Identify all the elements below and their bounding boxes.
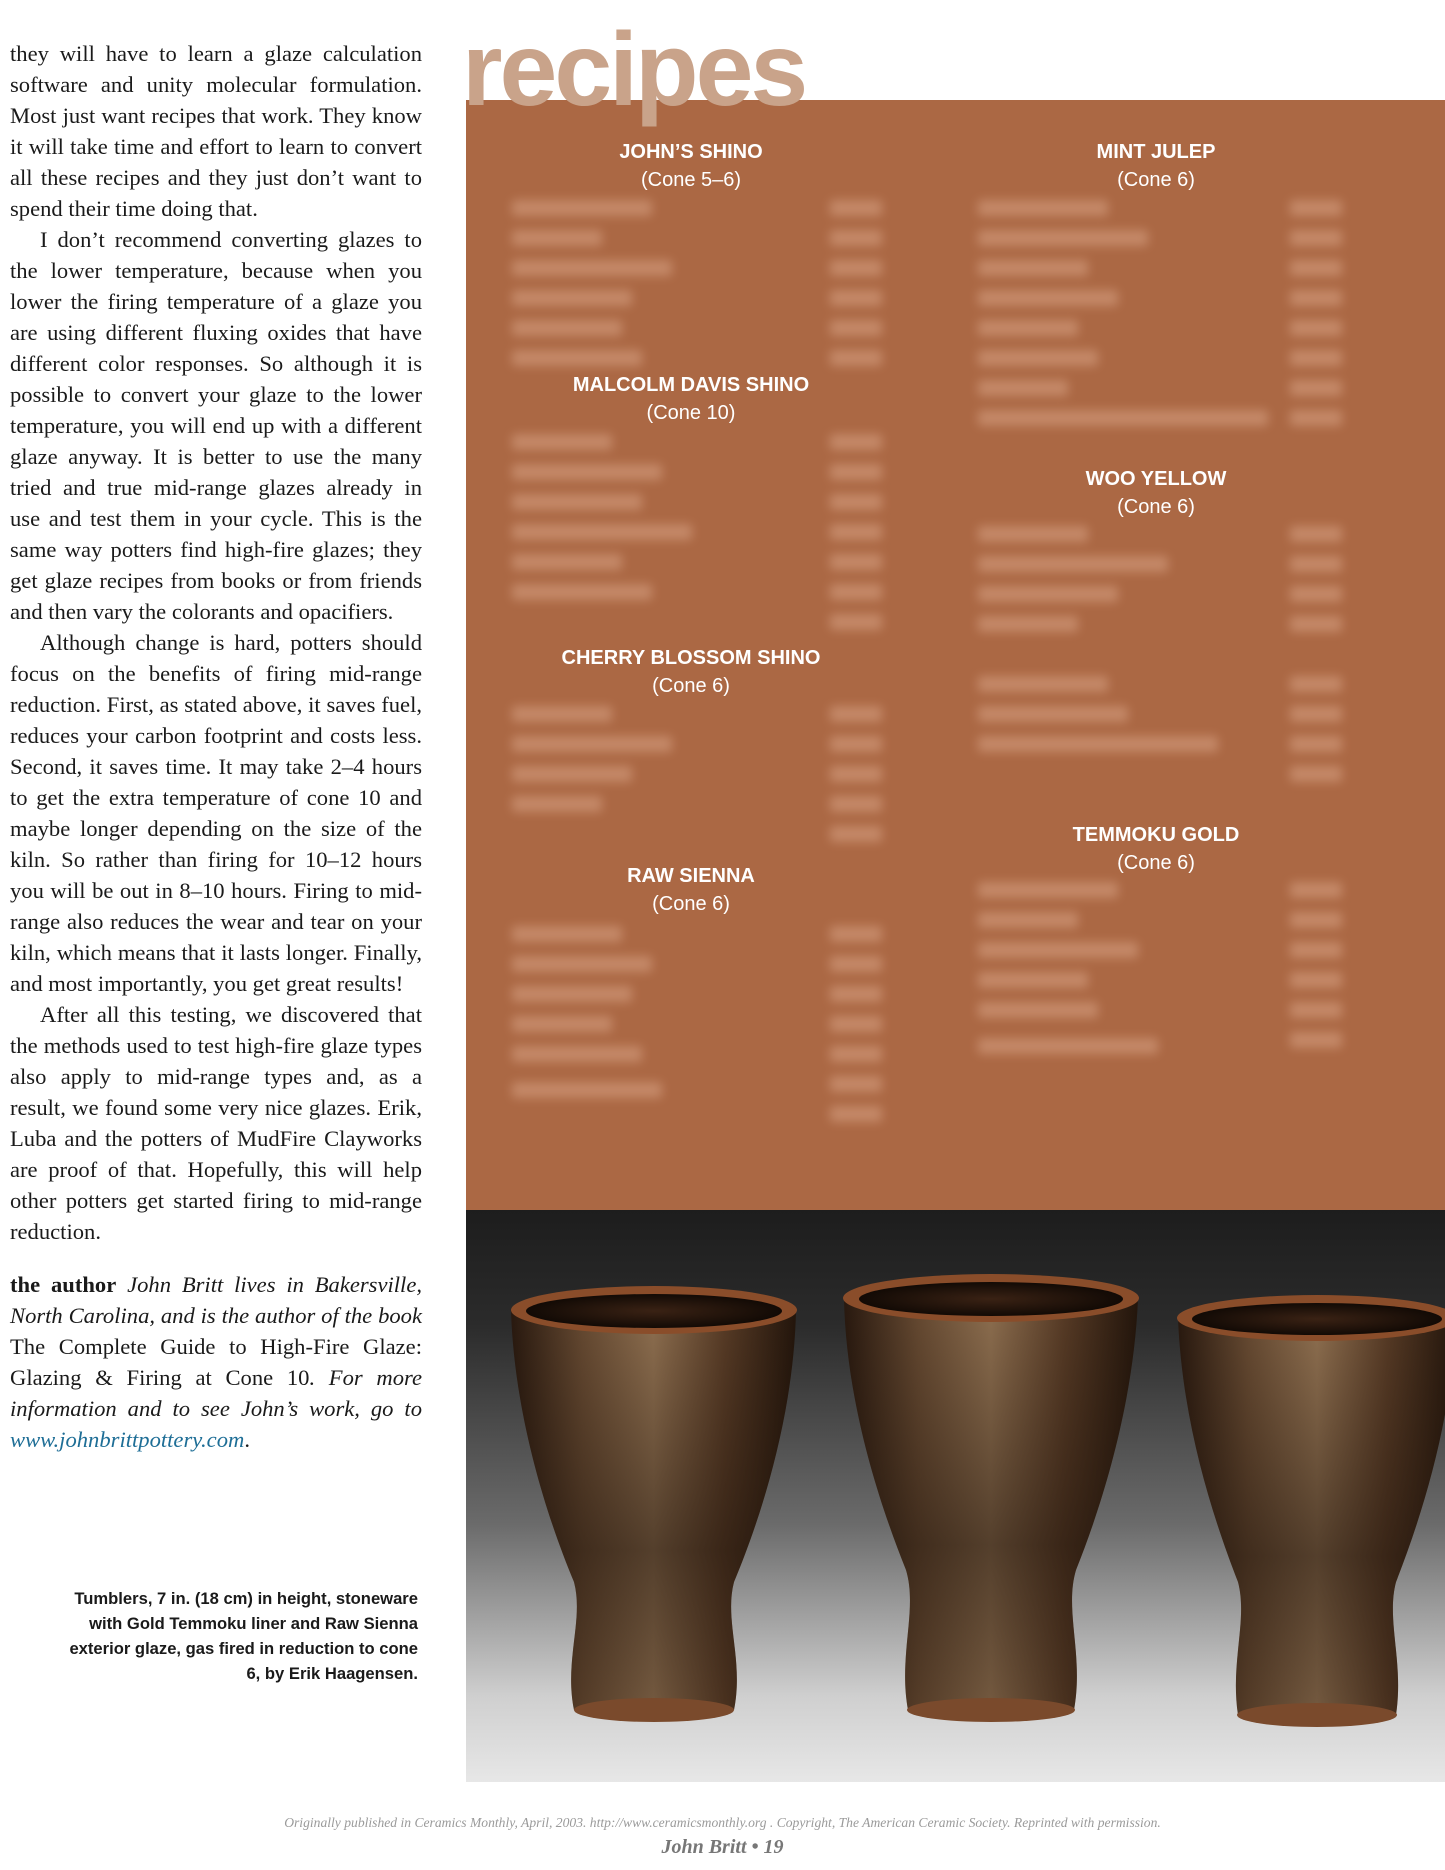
tumbler-center xyxy=(843,1274,1139,1722)
article-paragraph: After all this testing, we discovered that the methods used to test high-fire glaze types also apply to mid-range types and, as a result, we found some very nice glazes. Erik, Luba and the potters of MudFire Clayworks are proof of that. Hopefully, this will help other potters get started firing to mid-range reduction. xyxy=(10,1002,422,1244)
author-bio-end: . xyxy=(244,1427,250,1452)
recipe-ingredients-blurred xyxy=(978,526,1342,766)
recipe-mint-julep xyxy=(936,138,1376,194)
author-bio-text: John Britt lives in Bakersville, North Carolina, and is the author of the book xyxy=(10,1272,422,1328)
recipe-johns-shino xyxy=(471,138,911,194)
recipe-name: MALCOLM DAVIS SHINO xyxy=(572,374,810,396)
recipe-cherry-blossom-shino xyxy=(471,644,911,700)
recipe-cone: (Cone 6) xyxy=(652,675,730,697)
recipe-name: RAW SIENNA xyxy=(627,865,755,887)
recipe-cone: (Cone 5–6) xyxy=(640,169,742,191)
author-website-link[interactable]: www.johnbrittpottery.com xyxy=(10,1427,245,1452)
page-folio: John Britt • 19 xyxy=(661,1836,784,1858)
article-paragraph: they will have to learn a glaze calculation software and unity molecular formulation. Most just want recipes that work. They know it will take time and effort to learn to convert all these recipes and they just don’t want to spend their time doing that. xyxy=(10,41,422,221)
article-paragraph: Although change is hard, potters should focus on the benefits of firing mid-range reduction. First, as stated above, it saves fuel, reduces your carbon footprint and costs less. Second, it saves time. It may take 2–4 hours to get the extra temperature of cone 10 and maybe longer depending on the size of the kiln. So rather than firing for 10–12 hours you will be out in 8–10 hours. Firing to mid-range also reduces the wear and tear on your kiln, which means that it lasts longer. Finally, and most importantly, you get great results! xyxy=(10,630,422,996)
photo-caption: Tumblers, 7 in. (18 cm) in height, stoneware with Gold Temmoku liner and Raw Sienna exterior glaze, gas fired in reduction to cone 6, by Erik Haagensen. xyxy=(69,1589,418,1683)
tumbler-left xyxy=(511,1286,797,1722)
tumblers-photo xyxy=(466,1210,1445,1782)
tumblers-illustration xyxy=(466,1210,1445,1782)
recipe-name: WOO YELLOW xyxy=(1085,468,1227,490)
recipe-cone: (Cone 6) xyxy=(1117,169,1195,191)
book-title: The Complete Guide to High-Fire Glaze: Glazing & Firing at Cone 10 xyxy=(10,1334,422,1390)
recipe-name: JOHN’S SHINO xyxy=(619,141,763,163)
recipe-cone: (Cone 10) xyxy=(646,402,736,424)
recipe-ingredients-blurred xyxy=(512,926,882,1112)
recipe-name: TEMMOKU GOLD xyxy=(1072,824,1240,846)
author-bio-lead: the author xyxy=(10,1272,117,1297)
recipe-cone: (Cone 6) xyxy=(1117,496,1195,518)
recipe-name: MINT JULEP xyxy=(1096,141,1216,163)
recipe-cone: (Cone 6) xyxy=(652,893,730,915)
recipe-woo-yellow xyxy=(936,465,1376,521)
article-paragraph: I don’t recommend converting glazes to the lower temperature, because when you lower the firing temperature of a glaze you are using different fluxing oxides that have different color responses. So although it is possible to convert your glaze to the lower temperature, you will end up with a different glaze anyway. It is better to use the many tried and true mid-range glazes already in use and test them in your cycle. This is the same way potters find high-fire glazes; they get glaze recipes from books or from friends and then vary the colorants and opacifiers. xyxy=(10,227,422,624)
author-bio-text-2: . For more information and to see John’s work, go to xyxy=(10,1365,422,1421)
recipe-ingredients-blurred xyxy=(512,200,882,380)
recipe-temmoku-gold xyxy=(936,821,1376,877)
recipe-ingredients-blurred xyxy=(978,882,1342,1068)
recipe-raw-sienna xyxy=(471,862,911,918)
article-column xyxy=(10,38,422,1455)
recipe-malcolm-davis-shino xyxy=(471,371,911,427)
recipe-ingredients-blurred xyxy=(512,706,882,826)
recipe-ingredients-blurred xyxy=(978,200,1342,440)
recipes-heading: recipes xyxy=(462,12,806,128)
recipes-panel xyxy=(466,100,1445,1210)
recipe-ingredients-blurred xyxy=(512,434,882,614)
author-bio xyxy=(10,1269,422,1455)
tumbler-right xyxy=(1177,1295,1445,1727)
recipe-cone: (Cone 6) xyxy=(1117,852,1195,874)
publication-credit: Originally published in Ceramics Monthly, April, 2003. http://www.ceramicsmonthly.org . Copyright, The American Ceramic Society. Reprinted with permission. xyxy=(284,1815,1161,1830)
recipe-name: CHERRY BLOSSOM SHINO xyxy=(561,647,821,669)
